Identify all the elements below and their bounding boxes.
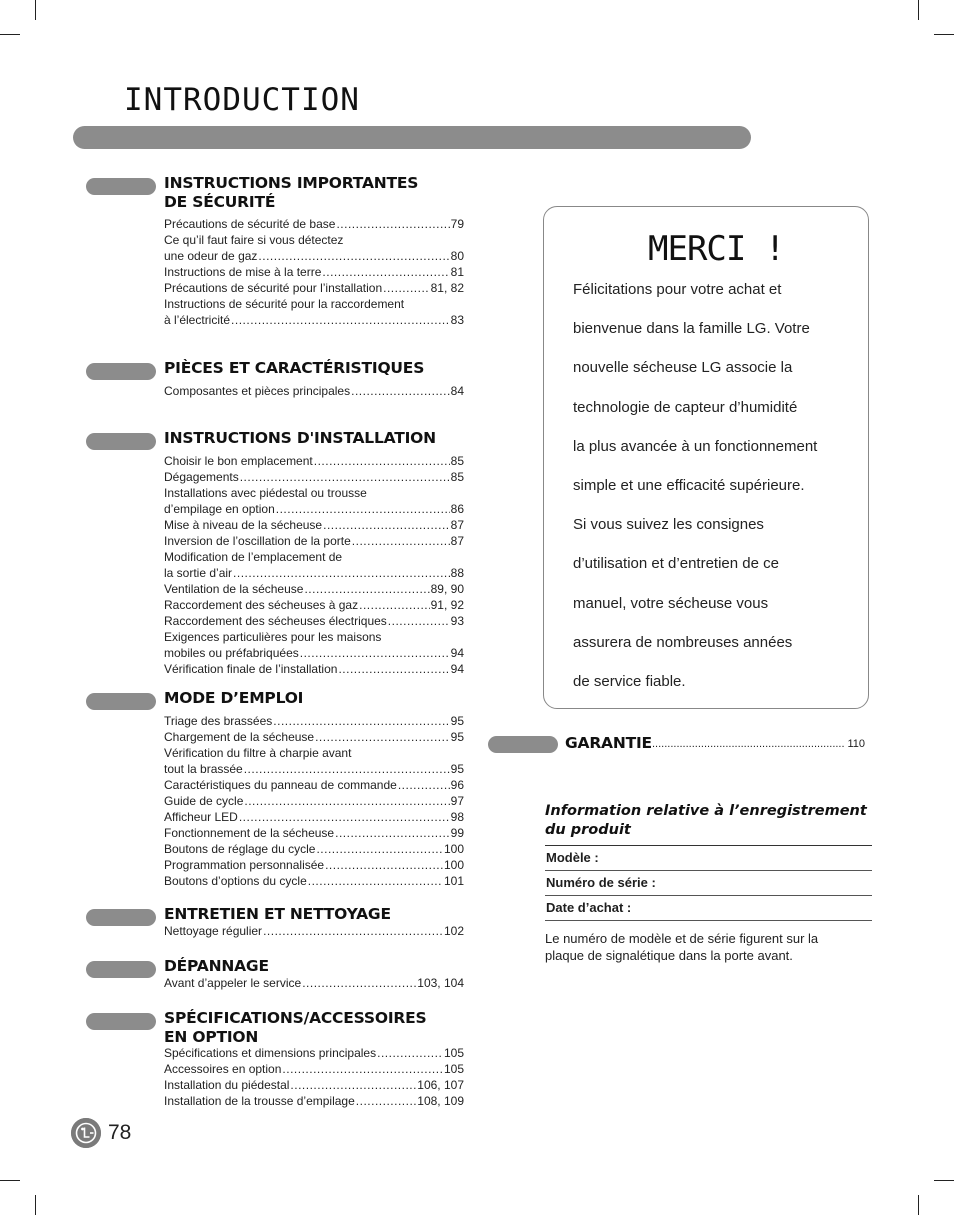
toc-entry[interactable] <box>164 661 464 677</box>
dot-leader <box>233 565 450 581</box>
toc-entry-line: Vérification du filtre à charpie avant <box>164 746 352 760</box>
toc-label: Programmation personnalisée <box>164 858 325 872</box>
section-title-line: DÉPANNAGE <box>164 957 269 975</box>
toc-entry[interactable] <box>164 248 464 264</box>
crop-mark <box>35 0 36 20</box>
dot-leader <box>276 501 450 517</box>
merci-line: Félicitations pour votre achat et <box>573 281 782 298</box>
toc-label: Raccordement des sécheuses électriques <box>164 614 387 628</box>
toc-label: Accessoires en option <box>164 1062 282 1076</box>
crop-mark <box>934 34 954 35</box>
toc-entries <box>164 1045 464 1109</box>
purchase-date-field[interactable]: Date d’achat : <box>545 896 872 921</box>
toc-label: Fonctionnement de la sécheuse <box>164 826 335 840</box>
section-title-line: SPÉCIFICATIONS/ACCESSOIRES <box>164 1009 427 1027</box>
toc-entry[interactable] <box>164 613 464 629</box>
toc-entry-line: Exigences particulières pour les maisons <box>164 630 382 644</box>
toc-page: 85 <box>450 470 464 484</box>
dot-leader <box>258 248 449 264</box>
toc-page: 80 <box>450 249 464 263</box>
merci-line: assurera de nombreuses années <box>573 633 793 651</box>
registration-note-line: plaque de signalétique dans la porte avant. <box>545 948 793 963</box>
toc-page: 95 <box>450 762 464 776</box>
toc-page: 93 <box>450 614 464 628</box>
toc-entry[interactable] <box>164 777 464 793</box>
section-title: GARANTIE <box>565 734 652 752</box>
dot-leader <box>314 453 450 469</box>
dot-leader <box>302 975 416 991</box>
toc-label: d’empilage en option <box>164 502 275 516</box>
dot-leader <box>273 713 449 729</box>
toc-page: 81 <box>450 265 464 279</box>
toc-entry[interactable] <box>164 565 464 581</box>
toc-page: 100 <box>443 858 464 872</box>
toc-page: 95 <box>450 714 464 728</box>
toc-entry-line: Installations avec piédestal ou trousse <box>164 486 367 500</box>
section-title <box>164 689 303 708</box>
toc-entry[interactable] <box>164 857 464 873</box>
toc-entry[interactable] <box>164 923 464 939</box>
title-underline-bar <box>73 126 751 149</box>
toc-page: 84 <box>450 384 464 398</box>
toc-entry-line: Modification de l’emplacement de <box>164 550 343 564</box>
crop-mark <box>934 1180 954 1181</box>
toc-label: Afficheur LED <box>164 810 238 824</box>
dot-leader <box>335 825 450 841</box>
toc-label: Choisir le bon emplacement <box>164 454 313 468</box>
toc-label: Installation du piédestal <box>164 1078 290 1092</box>
toc-entry[interactable] <box>164 1093 464 1109</box>
section-pill-marker <box>86 433 156 450</box>
toc-entry[interactable] <box>164 501 464 517</box>
merci-line: manuel, votre sécheuse vous <box>573 594 769 612</box>
toc-entries <box>164 216 464 328</box>
toc-page: 100 <box>443 842 464 856</box>
toc-label: Précautions de sécurité de base <box>164 217 336 231</box>
section-pill-marker <box>86 363 156 380</box>
toc-page: 87 <box>450 534 464 548</box>
registration-note <box>545 930 872 964</box>
dot-leader <box>315 729 450 745</box>
toc-label: Triage des brassées <box>164 714 273 728</box>
dot-leader <box>398 777 450 793</box>
toc-entry[interactable] <box>164 312 464 328</box>
page-number: 78 <box>108 1121 132 1144</box>
toc-entry[interactable] <box>164 533 464 549</box>
merci-panel <box>543 206 869 709</box>
section-title-line: PIÈCES ET CARACTÉRISTIQUES <box>164 359 425 377</box>
toc-entries <box>164 383 464 399</box>
toc-entry-line: Ce qu’il faut faire si vous détectez <box>164 233 344 247</box>
dot-leader <box>316 841 443 857</box>
registration-title <box>545 802 872 840</box>
toc-entry[interactable] <box>652 738 865 750</box>
toc-label: Vérification finale de l’installation <box>164 662 338 676</box>
dot-leader <box>351 383 450 399</box>
dot-leader <box>231 312 450 328</box>
section-title <box>164 174 418 212</box>
toc-entry[interactable] <box>164 383 464 399</box>
dot-leader <box>244 761 450 777</box>
merci-line: d’utilisation et d’entretien de ce <box>573 555 779 573</box>
dot-leader <box>239 809 450 825</box>
merci-line: bienvenue dans la famille LG. Votre <box>573 320 810 338</box>
dot-leader <box>282 1061 443 1077</box>
toc-page: 87 <box>450 518 464 532</box>
toc-label: Boutons d’options du cycle <box>164 874 307 888</box>
toc-page: 89, 90 <box>430 582 464 596</box>
toc-label: Caractéristiques du panneau de commande <box>164 778 397 792</box>
dot-leader <box>377 1045 443 1061</box>
model-field[interactable]: Modèle : <box>545 845 872 871</box>
crop-mark <box>35 1195 36 1215</box>
toc-page: 88 <box>450 566 464 580</box>
toc-page: 98 <box>450 810 464 824</box>
dot-leader <box>383 280 430 296</box>
dot-leader <box>356 1093 417 1109</box>
section-pill-marker <box>86 909 156 926</box>
dot-leader <box>304 581 429 597</box>
toc-page: 97 <box>450 794 464 808</box>
toc-label: une odeur de gaz <box>164 249 258 263</box>
toc-page: 86 <box>450 502 464 516</box>
toc-entry[interactable] <box>164 264 464 280</box>
dot-leader <box>323 517 450 533</box>
toc-label: Ventilation de la sécheuse <box>164 582 304 596</box>
section-title-line: INSTRUCTIONS IMPORTANTES <box>164 174 419 192</box>
toc-entry[interactable] <box>164 216 464 232</box>
crop-mark <box>918 1195 919 1215</box>
section-title-line: DE SÉCURITÉ <box>164 193 276 211</box>
toc-label: Avant d’appeler le service <box>164 976 302 990</box>
dot-leader <box>322 264 449 280</box>
toc-entry[interactable] <box>164 841 464 857</box>
section-title <box>164 429 436 448</box>
toc-entry[interactable] <box>164 469 464 485</box>
section-pill-marker <box>488 736 558 753</box>
toc-entry[interactable] <box>164 597 464 613</box>
section-pill-marker <box>86 961 156 978</box>
merci-line: simple et une efficacité supérieure. <box>573 476 805 494</box>
section-title-line: ENTRETIEN ET NETTOYAGE <box>164 905 391 923</box>
toc-label: Dégagements <box>164 470 239 484</box>
toc-label: Composantes et pièces principales <box>164 384 351 398</box>
toc-entry[interactable] <box>164 809 464 825</box>
toc-label: Inversion de l’oscillation de la porte <box>164 534 351 548</box>
toc-page: 96 <box>450 778 464 792</box>
toc-entry[interactable] <box>164 1077 464 1093</box>
toc-label: tout la brassée <box>164 762 243 776</box>
dot-leader <box>359 597 430 613</box>
toc-page: 101 <box>443 874 464 888</box>
toc-entry[interactable] <box>164 581 464 597</box>
toc-entry[interactable] <box>164 873 464 889</box>
toc-entry[interactable] <box>164 825 464 841</box>
toc-entry[interactable] <box>164 793 464 809</box>
toc-entry[interactable] <box>164 517 464 533</box>
merci-line: la plus avancée à un fonctionnement <box>573 437 818 455</box>
toc-entries <box>164 713 464 889</box>
toc-entry[interactable] <box>164 729 464 745</box>
toc-label: mobiles ou préfabriquées <box>164 646 299 660</box>
toc-page: 105 <box>443 1046 464 1060</box>
crop-mark <box>918 0 919 20</box>
dot-leader <box>300 645 450 661</box>
section-title <box>164 957 269 976</box>
toc-page: 95 <box>450 730 464 744</box>
section-title <box>164 359 424 378</box>
lg-logo-icon <box>71 1118 101 1148</box>
dot-leader <box>325 857 443 873</box>
toc-entry[interactable] <box>164 1045 464 1061</box>
section-pill-marker <box>86 178 156 195</box>
toc-entry[interactable] <box>164 975 464 991</box>
section-title <box>164 1009 427 1047</box>
registration-block <box>545 802 872 964</box>
toc-label: Boutons de réglage du cycle <box>164 842 316 856</box>
toc-page: 81, 82 <box>430 281 464 295</box>
section-title-line: MODE D’EMPLOI <box>164 689 304 707</box>
toc-label: Nettoyage régulier <box>164 924 263 938</box>
merci-line: Si vous suivez les consignes <box>573 516 764 534</box>
registration-note-line: Le numéro de modèle et de série figurent sur la <box>545 931 819 946</box>
toc-label: Précautions de sécurité pour l’installation <box>164 281 383 295</box>
toc-page: 91, 92 <box>430 598 464 612</box>
toc-page: 106, 107 <box>417 1078 464 1092</box>
toc-label: Guide de cycle <box>164 794 244 808</box>
toc-page: 79 <box>450 217 464 231</box>
section-title-line: INSTRUCTIONS D'INSTALLATION <box>164 429 436 447</box>
toc-entry[interactable] <box>164 453 464 469</box>
dot-leader <box>244 793 449 809</box>
toc-page: 105 <box>443 1062 464 1076</box>
toc-page: 83 <box>450 313 464 327</box>
toc-entry[interactable] <box>164 645 464 661</box>
section-title <box>164 905 391 924</box>
toc-page: 85 <box>450 454 464 468</box>
toc-label: Mise à niveau de la sécheuse <box>164 518 323 532</box>
toc-page: 99 <box>450 826 464 840</box>
toc-entry[interactable] <box>164 761 464 777</box>
toc-label: à l’électricité <box>164 313 231 327</box>
section-pill-marker <box>86 1013 156 1030</box>
registration-title-line: du produit <box>545 822 631 838</box>
section-pill-marker <box>86 693 156 710</box>
toc-page: 102 <box>443 924 464 938</box>
toc-page: 110 <box>847 738 865 750</box>
toc-page: 94 <box>450 646 464 660</box>
dot-leader <box>263 923 443 939</box>
toc-label: Chargement de la sécheuse <box>164 730 315 744</box>
toc-label: Spécifications et dimensions principales <box>164 1046 377 1060</box>
crop-mark <box>0 34 20 35</box>
toc-label: Installation de la trousse d’empilage <box>164 1094 355 1108</box>
section-title-line: EN OPTION <box>164 1028 259 1046</box>
toc-entries <box>164 453 464 677</box>
dot-leader <box>338 661 449 677</box>
crop-mark <box>0 1180 20 1181</box>
toc-entries <box>164 923 464 939</box>
merci-title: MERCI ! <box>648 229 785 269</box>
merci-line: nouvelle sécheuse LG associe la <box>573 359 793 377</box>
dot-leader <box>240 469 450 485</box>
toc-page: 108, 109 <box>417 1094 464 1108</box>
merci-line: technologie de capteur d’humidité <box>573 398 798 416</box>
dot-leader <box>308 873 443 889</box>
toc-page: 103, 104 <box>417 976 464 990</box>
merci-message <box>573 280 863 711</box>
dot-leader <box>652 738 844 750</box>
toc-label: Raccordement des sécheuses à gaz <box>164 598 359 612</box>
page-title: INTRODUCTION <box>124 82 360 118</box>
toc-entry[interactable] <box>164 1061 464 1077</box>
toc-label: la sortie d’air <box>164 566 233 580</box>
toc-label: Instructions de mise à la terre <box>164 265 322 279</box>
dot-leader <box>352 533 450 549</box>
dot-leader <box>290 1077 416 1093</box>
dot-leader <box>336 216 449 232</box>
merci-line: de service fiable. <box>573 672 686 690</box>
toc-entry[interactable] <box>164 280 464 296</box>
toc-page: 94 <box>450 662 464 676</box>
dot-leader <box>388 613 450 629</box>
registration-title-line: Information relative à l’enregistrement <box>545 803 867 819</box>
toc-entry-line: Instructions de sécurité pour la raccordement <box>164 297 405 311</box>
toc-entries <box>164 975 464 991</box>
toc-entry[interactable] <box>164 713 464 729</box>
serial-number-field[interactable]: Numéro de série : <box>545 871 872 896</box>
